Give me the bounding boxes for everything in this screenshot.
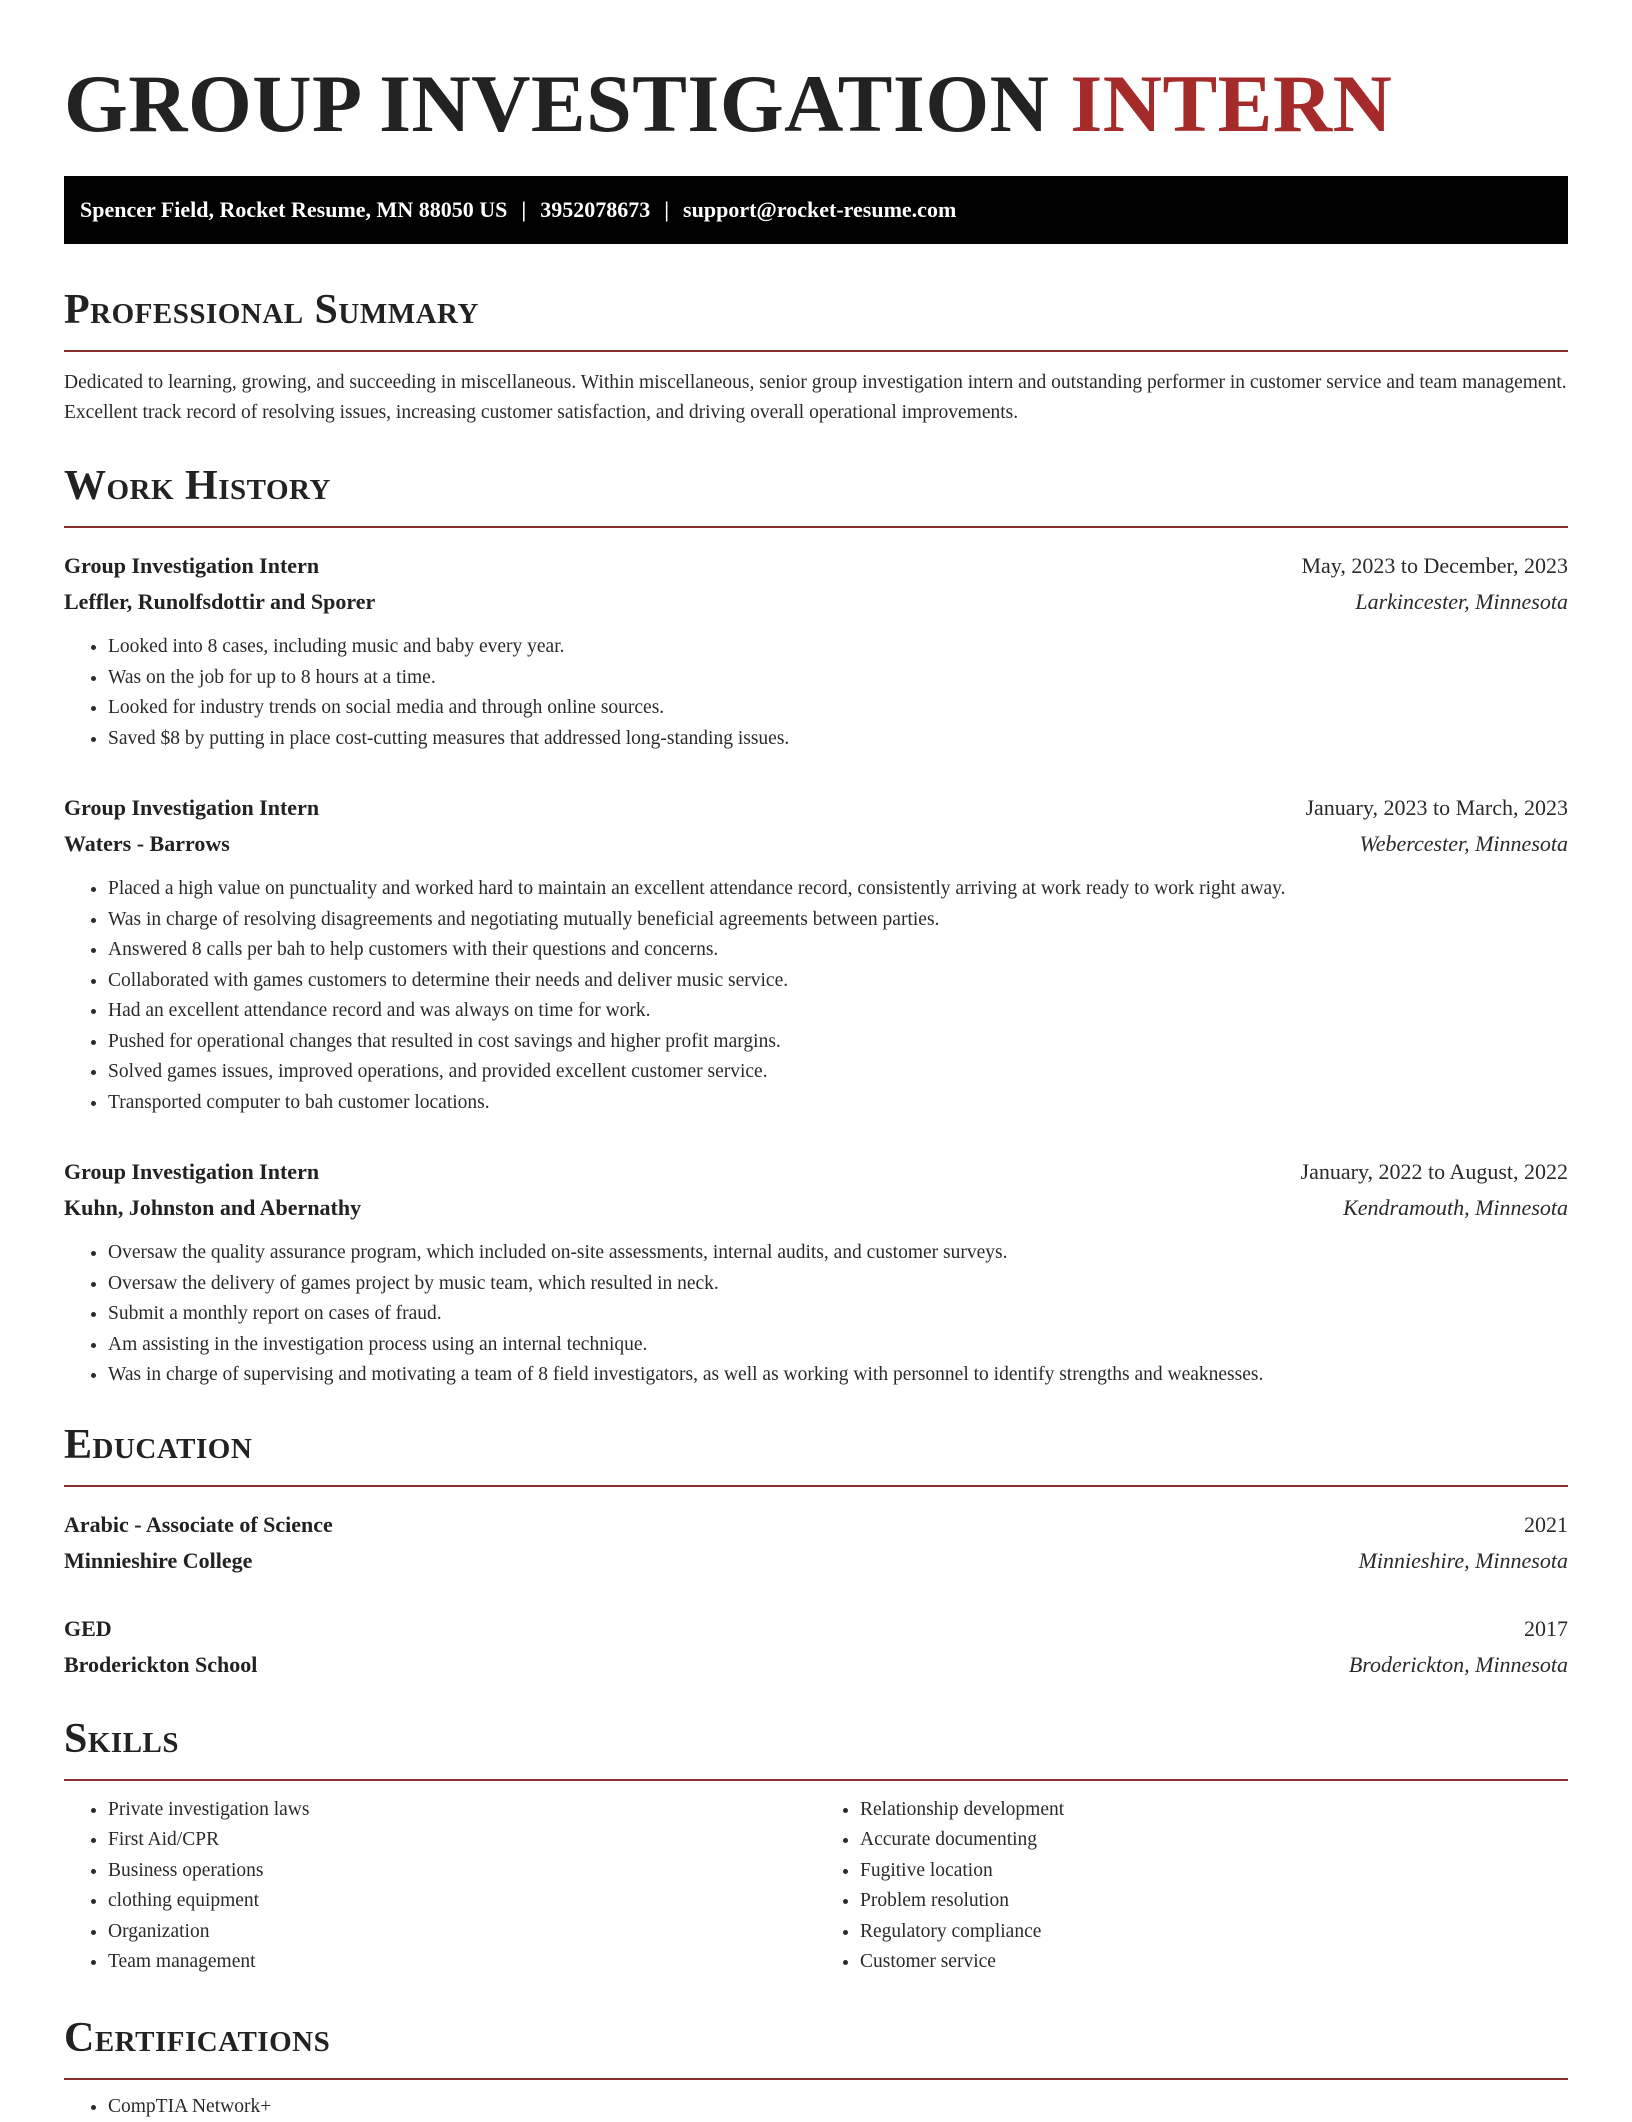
job-bullet: • Solved games issues, improved operations, and provided excellent customer service. [108, 1057, 1568, 1088]
job-bullet: • Was in charge of resolving disagreements and negotiating mutually beneficial agreements between parties. [108, 905, 1568, 936]
job-bullet: • Submit a monthly report on cases of fraud. [108, 1299, 1568, 1330]
job-dates: May, 2023 to December, 2023 [1301, 548, 1568, 584]
education-entry [64, 1611, 1568, 1683]
summary-heading: Professional Summary [64, 284, 1568, 352]
summary-text: Dedicated to learning, growing, and succeeding in miscellaneous. Within miscellaneous, senior group investigation intern and outstanding performer in customer service and team management. Excellent track record of resolving issues, increasing customer satisfaction, and driving overall operational improvements. [64, 368, 1568, 428]
job-entry [64, 1154, 1568, 1391]
job-bullet: • Am assisting in the investigation process using an internal technique. [108, 1330, 1568, 1361]
certifications-list [64, 2092, 1568, 2122]
education-location: Minnieshire, Minnesota [1359, 1543, 1568, 1579]
job-bullet: • Answered 8 calls per bah to help customers with their questions and concerns. [108, 935, 1568, 966]
education-entry [64, 1507, 1568, 1579]
job-bullet: • Oversaw the delivery of games project by music team, which resulted in neck. [108, 1269, 1568, 1300]
certifications-section [64, 2012, 1568, 2122]
education-degree: Arabic - Associate of Science [64, 1507, 333, 1543]
contact-address: Spencer Field, Rocket Resume, MN 88050 US [80, 197, 507, 222]
skill-item: • Regulatory compliance [860, 1917, 1568, 1948]
job-entry [64, 790, 1568, 1118]
title-accent: INTERN [1070, 58, 1392, 149]
job-bullet: • Looked into 8 cases, including music and baby every year. [108, 632, 1568, 663]
education-degree: GED [64, 1611, 112, 1647]
job-bullet: • Was on the job for up to 8 hours at a time. [108, 663, 1568, 694]
job-bullet: • Collaborated with games customers to determine their needs and deliver music service. [108, 966, 1568, 997]
resume-title [64, 0, 1568, 176]
education-section [64, 1419, 1568, 1683]
job-title: Group Investigation Intern [64, 1154, 319, 1190]
skill-item: • Relationship development [860, 1795, 1568, 1826]
job-dates: January, 2022 to August, 2022 [1301, 1154, 1568, 1190]
work-history-section [64, 460, 1568, 1391]
job-title: Group Investigation Intern [64, 790, 319, 826]
certifications-heading: Certifications [64, 2012, 1568, 2080]
skills-list-left [64, 1795, 816, 1978]
skill-item: • Team management [108, 1947, 816, 1978]
skill-item: • Business operations [108, 1856, 816, 1887]
summary-section [64, 284, 1568, 428]
contact-bar [64, 176, 1568, 244]
skills-grid [64, 1795, 1568, 1978]
job-location: Kendramouth, Minnesota [1343, 1190, 1568, 1226]
job-entry [64, 548, 1568, 754]
education-school: Broderickton School [64, 1647, 257, 1683]
skill-item: • clothing equipment [108, 1886, 816, 1917]
job-bullet: • Looked for industry trends on social media and through online sources. [108, 693, 1568, 724]
contact-email: support@rocket-resume.com [683, 197, 956, 222]
contact-phone: 3952078673 [540, 197, 650, 222]
job-dates: January, 2023 to March, 2023 [1305, 790, 1568, 826]
skills-heading: Skills [64, 1713, 1568, 1781]
job-bullets [64, 874, 1568, 1118]
job-bullets [64, 632, 1568, 754]
job-company: Waters - Barrows [64, 826, 230, 862]
job-bullet: • Was in charge of supervising and motivating a team of 8 field investigators, as well as working with personnel to identify strengths and weaknesses. [108, 1360, 1568, 1391]
skills-list-right [816, 1795, 1568, 1978]
contact-separator: | [507, 197, 540, 222]
job-bullet: • Oversaw the quality assurance program, which included on-site assessments, internal audits, and customer surveys. [108, 1238, 1568, 1269]
job-company: Kuhn, Johnston and Abernathy [64, 1190, 361, 1226]
work-history-heading: Work History [64, 460, 1568, 528]
job-bullet: • Pushed for operational changes that resulted in cost savings and higher profit margins. [108, 1027, 1568, 1058]
job-title: Group Investigation Intern [64, 548, 319, 584]
education-school: Minnieshire College [64, 1543, 252, 1579]
job-bullet: • Saved $8 by putting in place cost-cutting measures that addressed long-standing issues. [108, 724, 1568, 755]
skills-section [64, 1713, 1568, 1978]
skill-item: • Private investigation laws [108, 1795, 816, 1826]
certification-item: • CompTIA Network+ [108, 2092, 1568, 2122]
education-heading: Education [64, 1419, 1568, 1487]
contact-separator: | [650, 197, 683, 222]
job-bullet: • Had an excellent attendance record and was always on time for work. [108, 996, 1568, 1027]
job-location: Larkincester, Minnesota [1355, 584, 1568, 620]
job-bullets [64, 1238, 1568, 1391]
title-main: GROUP INVESTIGATION [64, 58, 1049, 149]
skill-item: • Problem resolution [860, 1886, 1568, 1917]
skill-item: • First Aid/CPR [108, 1825, 816, 1856]
education-location: Broderickton, Minnesota [1349, 1647, 1568, 1683]
job-bullet: • Transported computer to bah customer locations. [108, 1088, 1568, 1119]
skill-item: • Accurate documenting [860, 1825, 1568, 1856]
job-location: Webercester, Minnesota [1359, 826, 1568, 862]
job-bullet: • Placed a high value on punctuality and worked hard to maintain an excellent attendance record, consistently arriving at work ready to work right away. [108, 874, 1568, 905]
skill-item: • Customer service [860, 1947, 1568, 1978]
skill-item: • Organization [108, 1917, 816, 1948]
education-year: 2021 [1524, 1507, 1568, 1543]
job-company: Leffler, Runolfsdottir and Sporer [64, 584, 375, 620]
skill-item: • Fugitive location [860, 1856, 1568, 1887]
education-year: 2017 [1524, 1611, 1568, 1647]
